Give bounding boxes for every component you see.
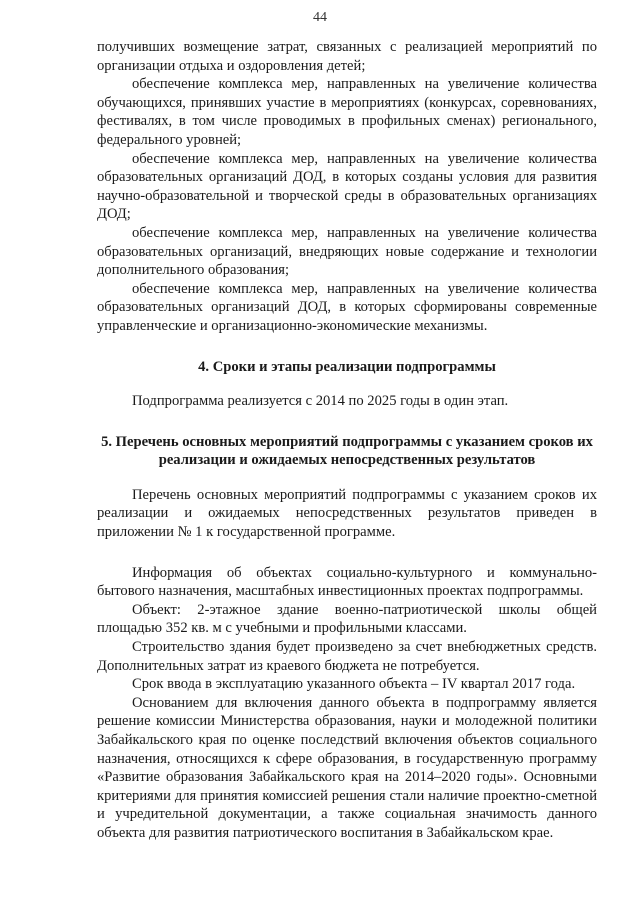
document-body	[97, 38, 597, 843]
info-paragraph: Объект: 2-этажное здание военно-патриотической школы общей площадью 352 кв. м с учебными и профильными классами.	[97, 601, 597, 637]
section-4-heading: 4. Сроки и этапы реализации подпрограммы	[198, 358, 496, 375]
paragraph: обеспечение комплекса мер, направленных на увеличение количества образовательных организаций, внедряющих новые содержание и технологии дополнительного образования;	[97, 224, 597, 279]
info-paragraph: Срок ввода в эксплуатацию указанного объекта – IV квартал 2017 года.	[132, 676, 576, 693]
section-5-heading: 5. Перечень основных мероприятий подпрограммы с указанием сроков их реализации и ожидаемых непосредственных результатов	[101, 433, 593, 469]
page-number: 44	[313, 10, 327, 25]
info-paragraph: Информация об объектах социально-культурного и коммунально-бытового назначения, масштабных инвестиционных проектах подпрограммы.	[97, 564, 597, 600]
section-5-text: Перечень основных мероприятий подпрограммы с указанием сроков их реализации и ожидаемых непосредственных результатов приведен в приложении № 1 к государственной программе.	[97, 486, 597, 541]
paragraph: обеспечение комплекса мер, направленных на увеличение количества обучающихся, принявших участие в мероприятиях (конкурсах, соревнованиях, фестивалях, в том числе проводимых в профильных сменах) регионального, федерального уровней;	[97, 76, 597, 148]
section-4-text: Подпрограмма реализуется с 2014 по 2025 годы в один этап.	[132, 393, 509, 410]
paragraph: получивших возмещение затрат, связанных с реализацией мероприятий по организации отдыха и оздоровления детей;	[97, 39, 597, 74]
paragraph: обеспечение комплекса мер, направленных на увеличение количества образовательных организаций ДОД, в которых сформированы современные управленческие и организационно-экономические механизмы.	[97, 280, 597, 334]
info-paragraph: Строительство здания будет произведено за счет внебюджетных средств. Дополнительных затрат из краевого бюджета не потребуется.	[97, 639, 597, 674]
paragraph: обеспечение комплекса мер, направленных на увеличение количества образовательных организаций ДОД, в которых созданы условия для развития научно-образовательной и творческой среды в образовательных организациях ДОД;	[97, 150, 597, 223]
info-paragraph: Основанием для включения данного объекта в подпрограмму является решение комиссии Министерства образования, науки и молодежной политики Забайкальского края по оценке последствий включения объектов социального назначения, относящихся к сфере образования, в государственную программу «Развитие образования Забайкальского края на 2014–2020 годы». Основными критериями для принятия комиссией решения стали наличие проектно-сметной и учредительной документации, а также социальная значимость данного объекта для развития патриотического воспитания в Забайкальском крае.	[97, 694, 597, 841]
